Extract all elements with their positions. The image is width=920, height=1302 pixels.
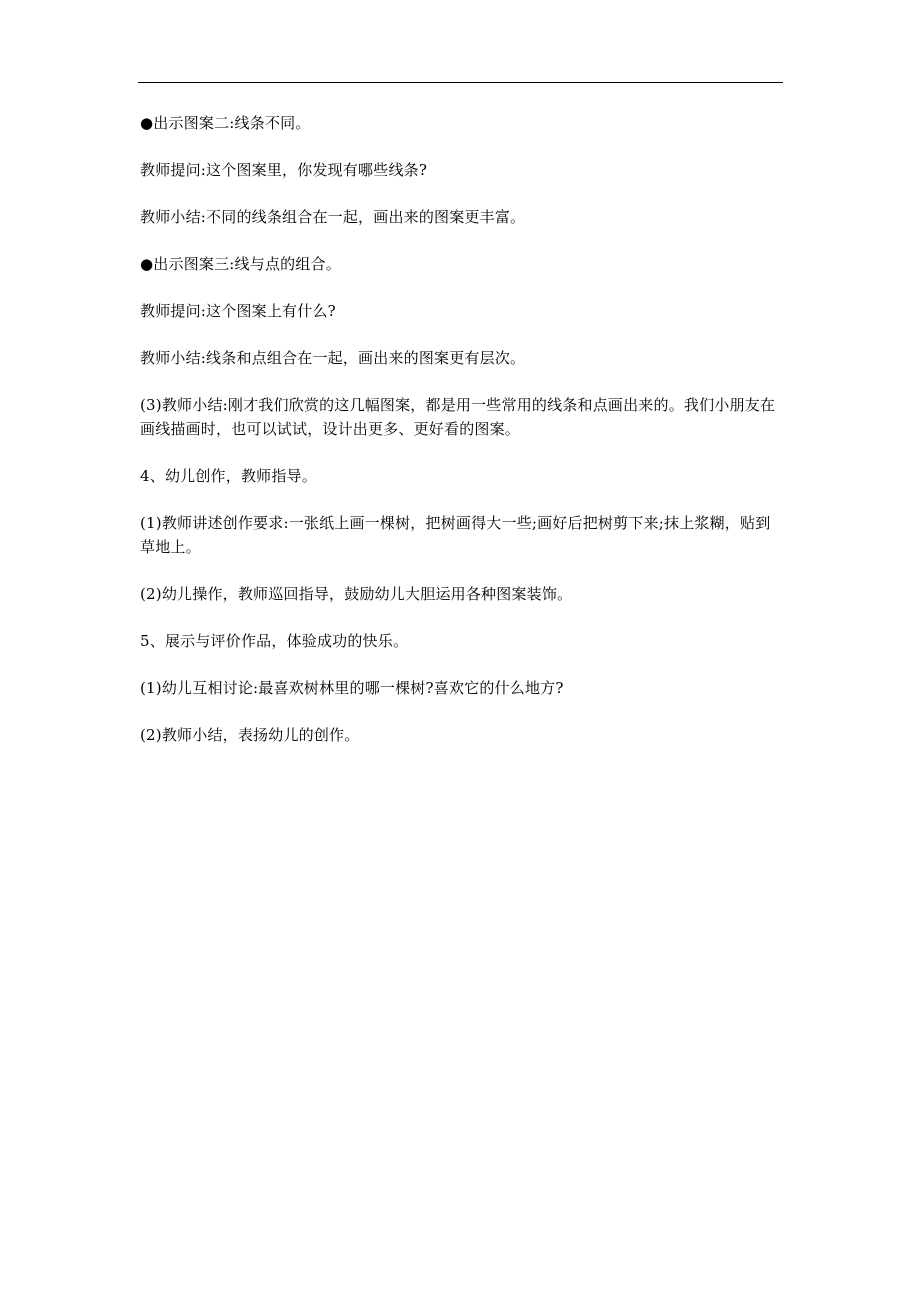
paragraph-teacher-summary-patterns: (3)教师小结:刚才我们欣赏的这几幅图案，都是用一些常用的线条和点画出来的。我们小朋友在画线描画时，也可以试试，设计出更多、更好看的图案。 [140, 396, 776, 438]
paragraph-teacher-praise: (2)教师小结，表扬幼儿的创作。 [140, 726, 360, 744]
paragraph-show-pattern-two: ●出示图案二:线条不同。 [140, 114, 311, 132]
paragraph-children-discuss: (1)幼儿互相讨论:最喜欢树林里的哪一棵树?喜欢它的什么地方? [140, 679, 564, 697]
paragraph-creation-requirements: (1)教师讲述创作要求:一张纸上画一棵树，把树画得大一些;画好后把树剪下来;抹上浆糊，贴到草地上。 [140, 514, 771, 556]
paragraph-teacher-question-lines: 教师提问:这个图案里，你发现有哪些线条? [140, 161, 428, 179]
section-heading-children-create: 4、幼儿创作，教师指导。 [140, 467, 317, 485]
paragraph-teacher-summary-lines: 教师小结:不同的线条组合在一起，画出来的图案更丰富。 [140, 208, 526, 226]
paragraph-children-operate: (2)幼儿操作，教师巡回指导，鼓励幼儿大胆运用各种图案装饰。 [140, 585, 573, 603]
paragraph-show-pattern-three: ●出示图案三:线与点的组合。 [140, 255, 341, 273]
paragraph-teacher-question-pattern: 教师提问:这个图案上有什么? [140, 302, 336, 320]
section-heading-show-evaluate: 5、展示与评价作品，体验成功的快乐。 [140, 632, 409, 650]
header-rule [138, 82, 783, 83]
document-body [140, 111, 785, 770]
paragraph-teacher-summary-layers: 教师小结:线条和点组合在一起，画出来的图案更有层次。 [140, 349, 526, 367]
